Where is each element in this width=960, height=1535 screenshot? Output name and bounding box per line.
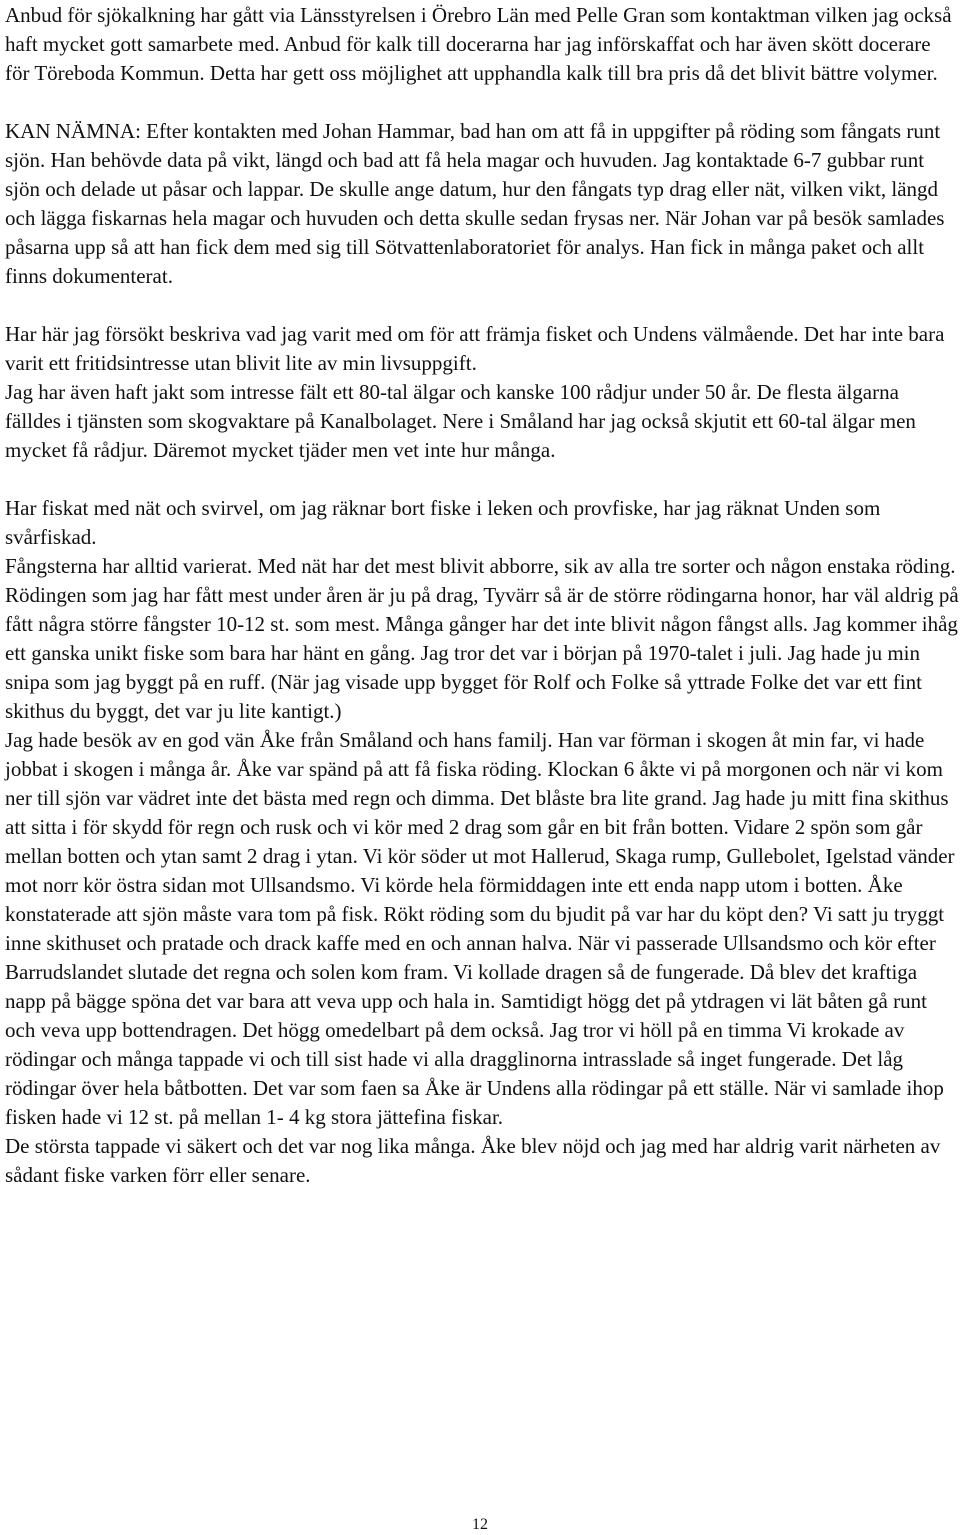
paragraph-fishing-story: Jag hade besök av en god vän Åke från Småland och hans familj. Han var förman i skogen åt min far, vi hade jobbat i skogen i många år. Åke var spänd på att få fiska röding. Klockan 6 åkte vi på morgonen och när vi kom ner till sjön var vädret inte det bästa med regn och dimma. Det blåste bra lite grand. Jag hade ju mitt fina skithus att sitta i för skydd för regn och rusk och vi kör med 2 drag som går en bit från botten. Vidare 2 spön som går mellan botten och ytan samt 2 drag i ytan. Vi kör söder ut mot Hallerud, Skaga rump, Gullebolet, Igelstad vänder mot norr kör östra sidan mot Ullsandsmo. Vi körde hela förmiddagen inte ett enda napp utom i botten. Åke konstaterade att sjön måste vara tom på fisk. Rökt röding som du bjudit på var har du köpt den? Vi satt ju tryggt inne skithuset och pratade och drack kaffe med en och annan halva. När vi passerade Ullsandsmo och kör efter Barrudslandet slutade det regna och solen kom fram. Vi kollade dragen så de fungerade. Då blev det kraftiga napp på bägge spöna det var bara att veva upp och hala in. Samtidigt högg det på ytdragen vi lät båten gå runt och veva upp bottendragen. Det högg omedelbart på dem också. Jag tror vi höll på en timma Vi krokade av rödingar och många tappade vi och till sist hade vi alla dragglinorna intrasslade så inget fungerade. Det låg rödingar över hela båtbotten. Det var som faen sa Åke är Undens alla rödingar på ett ställe. När vi samlade ihop fisken hade vi 12 st. på mellan 1- 4 kg stora jättefina fiskar. bbox=[5, 728, 955, 1129]
paragraph-fishing-methods: Har fiskat med nät och svirvel, om jag räknar bort fiske i leken och provfiske, har jag räknat Unden som svårfiskad. bbox=[5, 496, 881, 549]
paragraph-hunting: Jag har även haft jakt som intresse fält ett 80-tal älgar och kanske 100 rådjur under 50 år. De flesta älgarna fälldes i tjänsten som skogvaktare på Kanalbolaget. Nere i Småland har jag också skjutit ett 60-tal älgar men mycket få rådjur. Däremot mycket tjäder men vet inte hur många. bbox=[5, 380, 916, 462]
body-text bbox=[5, 1, 960, 1190]
paragraph-spacer bbox=[5, 465, 960, 494]
paragraph-spacer bbox=[5, 291, 960, 320]
paragraph-lime-procurement: Anbud för sjökalkning har gått via Länsstyrelsen i Örebro Län med Pelle Gran som kontaktman vilken jag också haft mycket gott samarbete med. Anbud för kalk till docerarna har jag införskaffat och har även skött docerare för Töreboda Kommun. Detta har gett oss möjlighet att upphandla kalk till bra pris då det blivit bättre volymer. bbox=[5, 3, 952, 85]
paragraph-summary: Har här jag försökt beskriva vad jag varit med om för att främja fisket och Undens välmående. Det har inte bara varit ett fritidsintresse utan blivit lite av min livsuppgift. bbox=[5, 322, 945, 375]
page-number: 12 bbox=[472, 1516, 488, 1533]
paragraph-closing: De största tappade vi säkert och det var nog lika många. Åke blev nöjd och jag med har aldrig varit närheten av sådant fiske varken förr eller senare. bbox=[5, 1134, 941, 1187]
paragraph-char-samples: KAN NÄMNA: Efter kontakten med Johan Hammar, bad han om att få in uppgifter på röding som fångats runt sjön. Han behövde data på vikt, längd och bad att få hela magar och huvuden. Jag kontaktade 6-7 gubbar runt sjön och delade ut påsar och lappar. De skulle ange datum, hur den fångats typ drag eller nät, vilken vikt, längd och lägga fiskarnas hela magar och huvuden och detta skulle sedan frysas ner. När Johan var på besök samlades påsarna upp så att han fick dem med sig till Sötvattenlaboratoriet för analys. Han fick in många paket och allt finns dokumenterat. bbox=[5, 119, 945, 288]
paragraph-spacer bbox=[5, 88, 960, 117]
paragraph-catches: Fångsterna har alltid varierat. Med nät har det mest blivit abborre, sik av alla tre sorter och någon enstaka röding. Rödingen som jag har fått mest under åren är ju på drag, Tyvärr så är de större rödingarna honor, har väl aldrig på fått några större fångster 10-12 st. som mest. Många gånger har det inte blivit någon fångst alls. Jag kommer ihåg ett ganska unikt fiske som bara har hänt en gång. Jag tror det var i början på 1970-talet i juli. Jag hade ju min snipa som jag byggt på en ruff. (När jag visade upp bygget för Rolf och Folke så yttrade Folke det var ett fint skithus du byggt, det var ju lite kantigt.) bbox=[5, 554, 959, 723]
